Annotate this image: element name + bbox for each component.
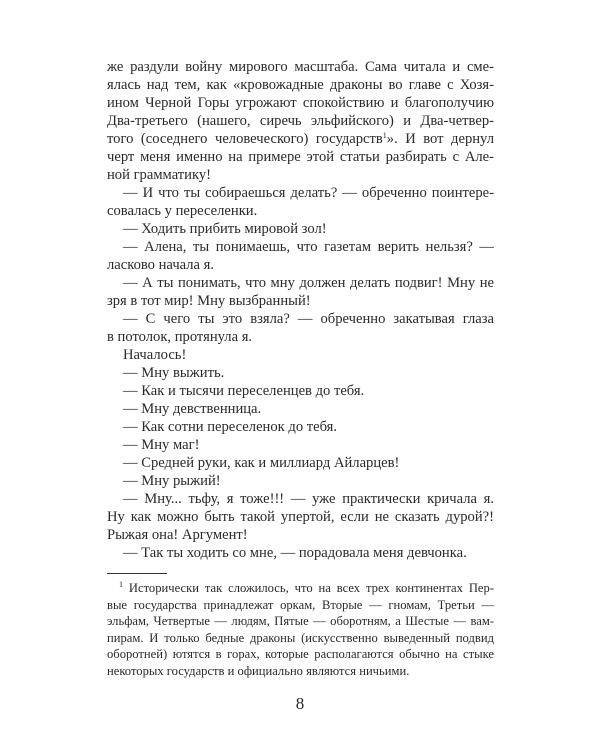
text-line (107, 130, 494, 148)
text-line: Ну как можно быть такой упертой, если не сказать дурой?! (107, 509, 494, 525)
footnote-line: оборотней) ютятся в горах, которые располагаются обычно на стыке (107, 647, 494, 661)
text-line: — Как и тысячи переселенцев до тебя. (123, 383, 365, 399)
text-line: ином Черной Горы угрожают спокойствию и благополучию (107, 95, 494, 111)
text-line: же раздули войну мирового масштаба. Сама читала и сме- (107, 59, 494, 75)
text-line: ласково начала я. (107, 257, 215, 273)
body-text (107, 58, 494, 562)
footnote-reference[interactable]: 1 (382, 131, 387, 140)
text-line: — Мну... тьфу, я тоже!!! — уже практически кричала я. (123, 491, 494, 507)
text-line: — С чего ты это взяла? — обреченно закатывая глаза (123, 311, 494, 327)
text-line: — Так ты ходить со мне, — порадовала меня девчонка. (123, 545, 467, 561)
text-line: — И что ты собираешься делать? — обреченно поинтере- (123, 185, 494, 201)
page-number: 8 (295, 694, 305, 713)
text-line: — Как сотни переселенок до тебя. (123, 419, 338, 435)
text-line: ной грамматику! (107, 167, 212, 183)
text-line: черт меня именно на примере этой статьи разбирать с Але- (107, 149, 494, 165)
text-line: Рыжая она! Аргумент! (107, 527, 248, 543)
footnote-line: некоторых государств и официально являются ничьими. (107, 663, 410, 678)
footnote-line: вые государства принадлежат оркам, Вторые — гномам, Третьи — (107, 597, 494, 612)
text-line: — Средней руки, как и миллиард Айларцев! (123, 455, 400, 471)
text-line: ялась над тем, как «кровожадные драконы во главе с Хозя- (107, 77, 494, 93)
text-line: — Мну выжить. (123, 365, 225, 381)
footnote-marker: 1 (119, 580, 123, 589)
text-fragment: Исторически так сложилось, что на всех трех континентах Пер- (128, 581, 495, 595)
text-line: — Алена, ты понимаешь, что газетам верить нельзя? — (123, 239, 494, 255)
footnote-line: пирам. И только бедные драконы (искусственно выведенный подвид (107, 630, 494, 645)
text-line: совалась у переселенки. (107, 203, 258, 219)
text-line: — Мну девственница. (123, 401, 262, 417)
footnote-divider (107, 573, 167, 574)
text-line: Началось! (123, 347, 187, 363)
text-line: — Мну рыжий! (123, 473, 221, 489)
footnote-line: эльфам, Четвертые — людям, Пятые — оборотням, а Шестые — вам- (107, 614, 494, 628)
text-line: — Мну маг! (123, 437, 200, 453)
text-line: в потолок, протянула я. (107, 329, 253, 345)
text-line: Два-третьего (нашего, сиречь эльфийского) и Два-четвер- (107, 113, 494, 129)
text-fragment: ». И вот дернул (386, 131, 494, 147)
text-fragment: того (соседнего человеческого) государств (107, 131, 383, 147)
footnote-line (107, 580, 494, 597)
text-line: — Ходить прибить мировой зол! (123, 221, 327, 237)
text-line: — А ты понимать, что мну должен делать подвиг! Мну не (123, 275, 494, 291)
footnote (107, 580, 494, 679)
text-line: зря в тот мир! Мну вызбранный! (107, 293, 311, 309)
